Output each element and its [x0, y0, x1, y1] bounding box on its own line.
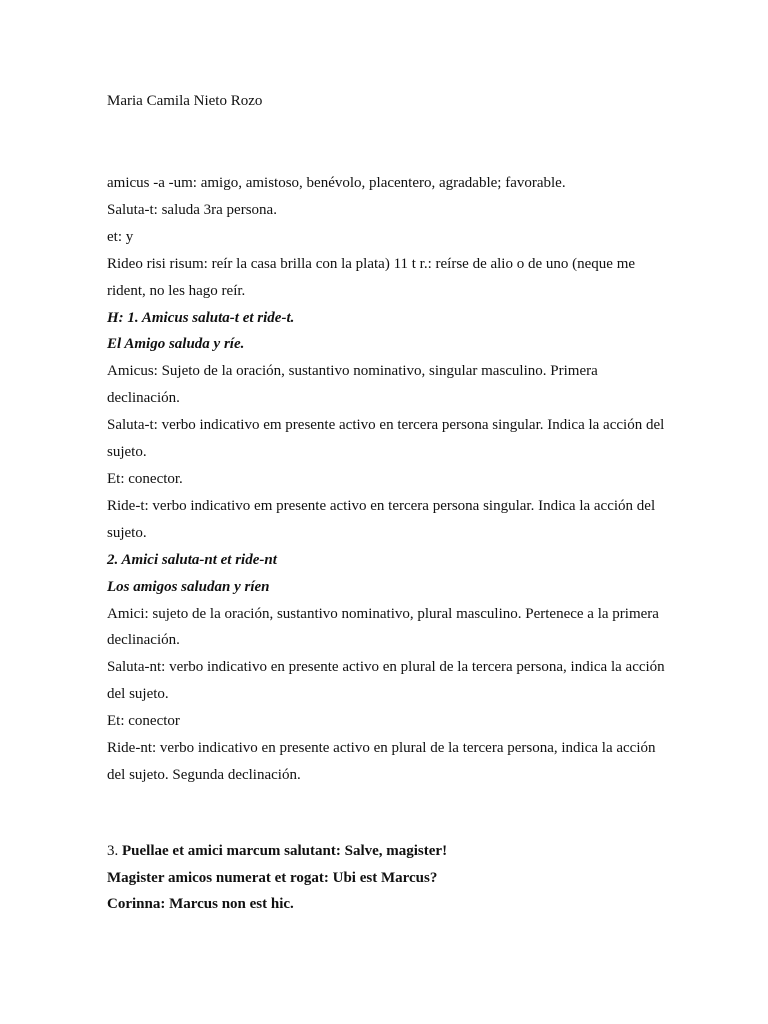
exercise-1-analysis-amicus: Amicus: Sujeto de la oración, sustantivo nominativo, singular masculino. Primera declinación. [107, 363, 598, 407]
exercise-2-translation: Los amigos saludan y ríen [107, 578, 270, 595]
document-body [107, 170, 667, 789]
vocab-entry-et: et: y [107, 228, 134, 245]
exercise-3-line-2: Magister amicos numerat et rogat: Ubi est Marcus? [107, 869, 438, 886]
exercise-3-line-1 [107, 838, 667, 865]
exercise-1-analysis-saluta: Saluta-t: verbo indicativo em presente activo en tercera persona singular. Indica la acción del sujeto. [107, 417, 665, 461]
exercise-1-translation: El Amigo saluda y ríe. [107, 336, 245, 353]
exercise-2-heading: 2. Amici saluta-nt et ride-nt [107, 551, 277, 568]
exercise-2-analysis-saluta: Saluta-nt: verbo indicativo en presente activo en plural de la tercera persona, indica la acción del sujeto. [107, 659, 665, 703]
vocab-entry-rideo: Rideo risi risum: reír la casa brilla con la plata) 11 t r.: reírse de alio o de uno (neque me rident, no les hago reír. [107, 255, 636, 299]
author-name: Maria Camila Nieto Rozo [107, 93, 263, 109]
vocab-entry-amicus: amicus -a -um: amigo, amistoso, benévolo, placentero, agradable; favorable. [107, 175, 566, 191]
exercise-3-sentence-1: Puellae et amici marcum salutant: Salve, magister! [122, 843, 448, 859]
exercise-2-analysis-et: Et: conector [107, 713, 180, 730]
exercise-2-analysis-ride: Ride-nt: verbo indicativo en presente activo en plural de la tercera persona, indica la acción del sujeto. Segunda declinación. [107, 740, 656, 783]
exercise-3 [107, 838, 667, 918]
exercise-1-analysis-et: Et: conector. [107, 470, 183, 487]
vocab-entry-saluta: Saluta-t: saluda 3ra persona. [107, 201, 277, 218]
exercise-1-heading: H: 1. Amicus saluta-t et ride-t. [107, 309, 295, 326]
exercise-2-analysis-amici: Amici: sujeto de la oración, sustantivo nominativo, plural masculino. Pertenece a la primera declinación. [107, 605, 659, 649]
exercise-1-analysis-ride: Ride-t: verbo indicativo em presente activo en tercera persona singular. Indica la acción del sujeto. [107, 497, 656, 541]
exercise-3-line-3: Corinna: Marcus non est hic. [107, 896, 294, 912]
exercise-3-number: 3. [107, 843, 119, 859]
